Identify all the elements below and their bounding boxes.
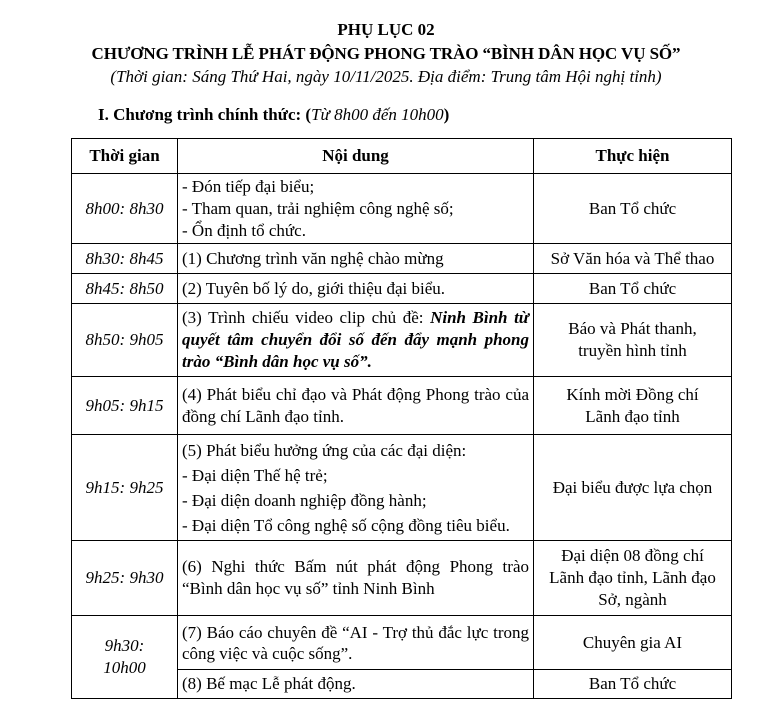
section-heading (98, 104, 449, 126)
performer-line: Đại diện 08 đồng chí (561, 546, 704, 565)
header-time: Thời gian (72, 139, 178, 174)
time-cell: 8h00: 8h30 (72, 174, 178, 244)
content-cell (178, 304, 534, 377)
time-line: 9h30: (104, 636, 145, 655)
header-content: Nội dung (178, 139, 534, 174)
performer-cell (534, 541, 732, 616)
content-text: (3) Trình chiếu video clip chủ đề: (182, 308, 431, 327)
time-cell (72, 616, 178, 699)
time-cell: 8h30: 8h45 (72, 244, 178, 274)
time-cell: 8h45: 8h50 (72, 274, 178, 304)
performer-cell: Ban Tổ chức (534, 670, 732, 699)
performer-line: Lãnh đạo tỉnh (585, 406, 680, 426)
content-cell: (1) Chương trình văn nghệ chào mừng (178, 244, 534, 274)
table-row (72, 616, 732, 670)
video-topic-emphasis: Ninh Bình từ quyết tâm chuyển đổi số đến đẩy mạnh phong trào “Bình dân học vụ số”. (182, 308, 529, 371)
content-line: - Đại diện Thế hệ trẻ; (182, 465, 328, 485)
performer-cell: Ban Tổ chức (534, 174, 732, 244)
performer-line: Kính mời Đồng chí (566, 384, 699, 404)
content-line: - Đại diện doanh nghiệp đồng hành; (182, 490, 427, 510)
content-cell: (7) Báo cáo chuyên đề “AI - Trợ thủ đắc lực trong công việc và cuộc sống”. (178, 616, 534, 670)
content-cell: (2) Tuyên bố lý do, giới thiệu đại biểu. (178, 274, 534, 304)
section-time-range: Từ 8h00 đến 10h00 (311, 105, 444, 124)
content-cell: (4) Phát biểu chỉ đạo và Phát động Phong trào của đồng chí Lãnh đạo tỉnh. (178, 377, 534, 435)
table-header-row (72, 139, 732, 174)
content-line: - Đón tiếp đại biểu; (182, 176, 315, 196)
performer-line: Sở, ngành (598, 590, 667, 609)
program-table (71, 138, 732, 699)
content-cell: (8) Bế mạc Lễ phát động. (178, 670, 534, 699)
table-row (72, 435, 732, 541)
section-close-paren: ) (443, 105, 450, 124)
appendix-title: PHỤ LỤC 02 (337, 20, 435, 39)
performer-line: Báo và Phát thanh, (568, 319, 697, 338)
performer-cell (534, 377, 732, 435)
performer-cell: Đại biểu được lựa chọn (534, 435, 732, 541)
performer-cell: Ban Tổ chức (534, 274, 732, 304)
content-line: - Ổn định tổ chức. (182, 220, 306, 240)
program-subtitle: (Thời gian: Sáng Thứ Hai, ngày 10/11/2025. Địa điểm: Trung tâm Hội nghị tỉnh) (110, 67, 662, 86)
content-cell: (6) Nghi thức Bấm nút phát động Phong trào “Bình dân học vụ số” tỉnh Ninh Bình (178, 541, 534, 616)
performer-cell: Chuyên gia AI (534, 616, 732, 670)
content-line: - Đại diện Tổ công nghệ số cộng đồng tiêu biểu. (182, 515, 510, 535)
performer-cell (534, 304, 732, 377)
table-row (72, 274, 732, 304)
header-performer: Thực hiện (534, 139, 732, 174)
table-row (72, 174, 732, 244)
content-line: - Tham quan, trải nghiệm công nghệ số; (182, 198, 454, 218)
time-cell: 9h25: 9h30 (72, 541, 178, 616)
table-row (72, 377, 732, 435)
content-cell (178, 435, 534, 541)
section-label: I. Chương trình chính thức: (98, 105, 302, 124)
performer-cell: Sở Văn hóa và Thể thao (534, 244, 732, 274)
table-row (72, 541, 732, 616)
content-cell (178, 174, 534, 244)
section-open-paren: ( (301, 105, 312, 124)
time-cell: 9h05: 9h15 (72, 377, 178, 435)
performer-line: Lãnh đạo tỉnh, Lãnh đạo (549, 568, 716, 587)
performer-line: truyền hình tỉnh (578, 341, 687, 360)
time-cell: 9h15: 9h25 (72, 435, 178, 541)
time-line: 10h00 (103, 658, 146, 677)
time-cell: 8h50: 9h05 (72, 304, 178, 377)
content-line: (5) Phát biểu hưởng ứng của các đại diện: (182, 440, 467, 460)
program-title: CHƯƠNG TRÌNH LỄ PHÁT ĐỘNG PHONG TRÀO “BÌNH DÂN HỌC VỤ SỐ” (91, 44, 681, 63)
table-row (72, 244, 732, 274)
table-row (72, 304, 732, 377)
